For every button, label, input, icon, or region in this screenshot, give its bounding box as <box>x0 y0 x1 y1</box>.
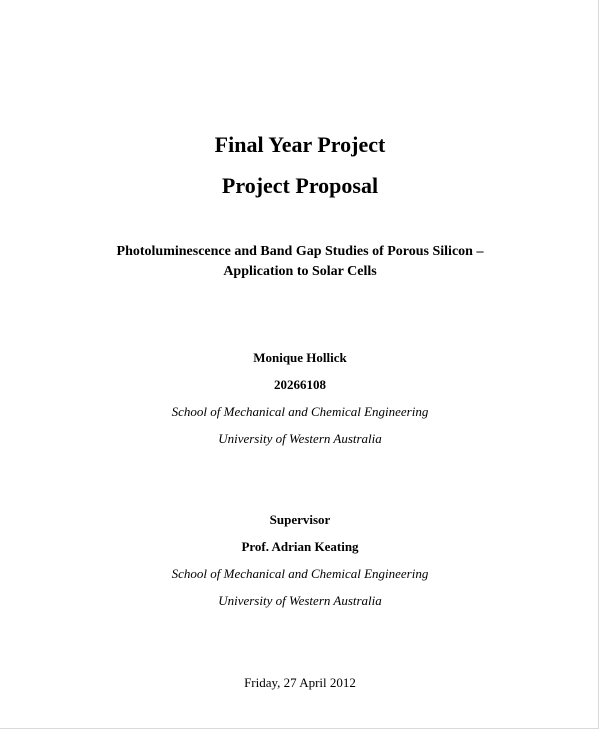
topic-line-1: Photoluminescence and Band Gap Studies of Porous Silicon – <box>116 244 484 259</box>
document-subtitle: Project Proposal <box>221 173 379 198</box>
topic-line-2: Application to Solar Cells <box>223 264 377 279</box>
document-title: Final Year Project <box>214 132 386 157</box>
supervisor-heading: Supervisor <box>269 512 331 527</box>
author-university: University of Western Australia <box>218 431 382 446</box>
author-name: Monique Hollick <box>253 350 347 365</box>
document-date: Friday, 27 April 2012 <box>244 675 356 690</box>
student-number: 20266108 <box>274 377 326 392</box>
supervisor-name: Prof. Adrian Keating <box>241 539 359 554</box>
supervisor-university: University of Western Australia <box>218 593 382 608</box>
author-school: School of Mechanical and Chemical Engineering <box>171 404 429 419</box>
supervisor-school: School of Mechanical and Chemical Engineering <box>171 566 429 581</box>
